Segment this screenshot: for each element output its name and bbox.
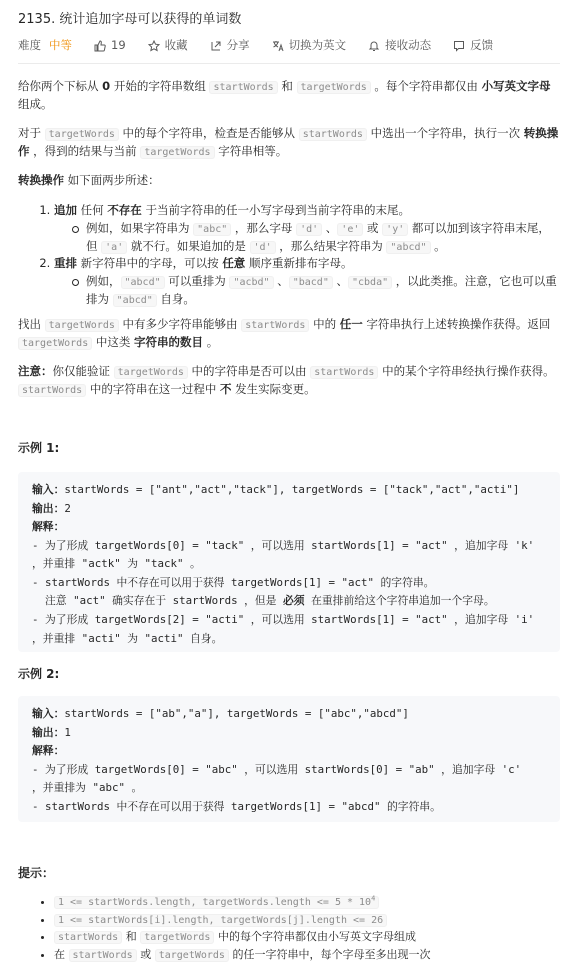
- description-note: [18, 363, 560, 399]
- example-2-title: 示例 2:: [18, 667, 60, 681]
- inline-code: targetWords: [45, 319, 119, 332]
- switch-language-label: 切换为英文: [288, 38, 347, 52]
- inline-code: targetWords: [45, 128, 119, 141]
- collect-label: 收藏: [164, 38, 188, 52]
- inline-code: [54, 896, 379, 909]
- feedback-button[interactable]: [453, 37, 493, 55]
- inline-code: "abcd": [113, 294, 157, 307]
- notify-label: 接收动态: [385, 38, 432, 52]
- text-bold: 转换操作: [18, 173, 64, 187]
- example-input: startWords = ["ant","act","tack"], targetWords = ["tack","act","acti"]: [64, 483, 520, 496]
- inline-code: targetWords: [140, 931, 214, 944]
- like-button[interactable]: [94, 37, 126, 55]
- explain-line: - 为了形成 targetWords[2] = "acti" ，可以选用 startWords[1] = "act" ，追加字母 'i': [32, 612, 535, 626]
- text: 。: [203, 334, 219, 349]
- example-input: startWords = ["ab","a"], targetWords = ["abc","abcd"]: [64, 707, 409, 720]
- text: 中选出一个字符串，执行一次: [366, 126, 524, 140]
- superscript: 4: [371, 894, 376, 903]
- explain-label: 解释：: [32, 744, 65, 758]
- explain-line: - 为了形成 targetWords[0] = "tack" ，可以选用 startWords[1] = "act" ，追加字母 'k': [32, 538, 535, 552]
- inline-code: "bacd": [289, 276, 333, 289]
- inline-code: startWords: [54, 931, 122, 944]
- inline-code: startWords: [241, 319, 309, 332]
- example-output: 2: [64, 501, 71, 515]
- text: 都可以加到该字符串末尾，但: [86, 220, 550, 253]
- share-button[interactable]: [210, 37, 250, 55]
- text: 中的每个字符串都仅由小写英文字母组成: [214, 930, 416, 943]
- text: 自身。: [156, 292, 195, 307]
- notify-button[interactable]: [368, 37, 431, 55]
- text: 中这类: [92, 334, 135, 349]
- text: 。: [430, 238, 446, 253]
- text: ，那么字母: [231, 220, 297, 235]
- thumbs-up-icon: [94, 40, 106, 52]
- description-paragraph-4: [18, 316, 560, 352]
- text-bold: 字符串的数目: [134, 334, 204, 349]
- text: 发生实际变更。: [231, 381, 316, 396]
- text: 组成。: [18, 96, 53, 111]
- text: 和: [122, 930, 141, 943]
- hints-title: 提示：: [18, 866, 55, 880]
- inline-code: 1 <= startWords[i].length, targetWords[j].length <= 26: [54, 914, 387, 927]
- inline-code: startWords: [209, 81, 277, 94]
- inline-code: 'y': [382, 223, 408, 236]
- text-bold: 任一: [339, 317, 363, 331]
- example-1-title: 示例 1:: [18, 441, 60, 455]
- inline-code: 'a': [101, 241, 127, 254]
- step-item: [54, 255, 560, 308]
- inline-code: "abcd": [121, 276, 165, 289]
- text: 1 <= startWords.length, targetWords.length <= 5 * 10: [58, 897, 372, 908]
- text: 例如，如果字符串为: [86, 220, 194, 235]
- switch-language-button[interactable]: [272, 37, 347, 55]
- text: 新字符串中的字母，可以按: [77, 256, 223, 271]
- description-paragraph-3: [18, 172, 560, 190]
- text: 、: [273, 274, 289, 289]
- text: 中的每个字符串，检查是否能够从: [118, 126, 299, 140]
- text: 中的字符串是否可以由: [187, 364, 311, 378]
- hint-item: [54, 946, 560, 964]
- inline-code: "acbd": [229, 276, 273, 289]
- inline-code: targetWords: [155, 949, 229, 962]
- text: 字符串执行上述转换操作获得。返回: [362, 317, 551, 331]
- inline-code: 'e': [337, 223, 363, 236]
- text-bold: 注意：: [18, 364, 53, 378]
- example-output: 1: [64, 725, 71, 739]
- text: 就不行。如果追加的是: [127, 238, 250, 253]
- text: 给你两个下标从: [18, 79, 103, 93]
- description-paragraph-2: [18, 125, 560, 161]
- explain-line: - startWords 中不存在可以用于获得 targetWords[1] = "act" 的字符串。: [32, 575, 435, 589]
- inline-code: startWords: [18, 384, 86, 397]
- text-bold: 任意: [222, 256, 246, 271]
- text: ，以此类推。注意，它也可以重排为: [86, 274, 557, 307]
- text: 任何: [77, 203, 108, 217]
- problem-title: 2135. 统计追加字母可以获得的单词数: [18, 12, 242, 27]
- step-example: [72, 273, 560, 309]
- text: 例如，: [86, 274, 121, 289]
- output-label: 输出：: [32, 725, 65, 739]
- explain-line: ，并重排 "actk" 为 "tack" 。: [32, 557, 201, 571]
- text: 中的: [309, 317, 340, 331]
- difficulty-badge: 中等: [49, 38, 72, 52]
- inline-code: startWords: [69, 949, 137, 962]
- star-icon: [148, 40, 160, 52]
- problem-toolbar: [18, 37, 515, 55]
- text: 于当前字符串的任一小写字母到当前字符串的末尾。: [141, 203, 410, 217]
- text: 你仅能验证: [52, 364, 114, 378]
- text-bold: 小写英文字母: [481, 79, 551, 93]
- text: 如下面两步所述：: [64, 173, 160, 187]
- inline-code: 'd': [296, 223, 322, 236]
- output-label: 输出：: [32, 501, 65, 515]
- hint-item: [54, 928, 560, 946]
- text: 顺序重新排布字母。: [245, 256, 353, 271]
- inline-code: 'd': [250, 241, 276, 254]
- inline-code: "abcd": [386, 241, 430, 254]
- input-label: 输入：: [32, 483, 65, 496]
- difficulty: [18, 37, 72, 55]
- inline-code: targetWords: [297, 81, 371, 94]
- explain-line: - startWords 中不存在可以用于获得 targetWords[1] = "abcd" 的字符串。: [32, 799, 441, 813]
- share-icon: [210, 40, 222, 52]
- share-label: 分享: [226, 38, 250, 52]
- text: ，那么结果字符串为: [275, 238, 387, 253]
- step-item: [54, 202, 560, 255]
- inline-code: "abc": [193, 223, 231, 236]
- text-bold: 不存在: [107, 203, 142, 217]
- inline-code: targetWords: [114, 366, 188, 379]
- bell-icon: [368, 40, 380, 52]
- text: 对于: [18, 126, 45, 140]
- text: 或: [136, 947, 155, 961]
- hint-item: [54, 911, 560, 929]
- text-bold: 0: [102, 79, 111, 93]
- text-bold: 不: [220, 381, 232, 396]
- text: 可以重排为: [164, 274, 230, 289]
- header-divider: [18, 63, 560, 64]
- inline-code: targetWords: [18, 337, 92, 350]
- example-1-box: [18, 472, 560, 652]
- explain-line: - 为了形成 targetWords[0] = "abc" ，可以选用 startWords[0] = "ab" ，追加字母 'c': [32, 762, 522, 776]
- text: 注意 "act" 确实存在于 startWords ，但是: [32, 594, 283, 608]
- text: 或: [363, 220, 383, 235]
- text-bold: 重排: [54, 256, 77, 271]
- input-label: 输入：: [32, 707, 65, 720]
- step-example: [72, 220, 560, 256]
- inline-code: startWords: [310, 366, 378, 379]
- operation-steps: [18, 202, 560, 309]
- hint-item: [54, 893, 560, 911]
- text: 、: [322, 220, 338, 235]
- text: 中的某个字符串经执行操作获得。: [378, 364, 555, 378]
- hints-list: [18, 893, 560, 963]
- description-paragraph-1: [18, 78, 560, 114]
- text: 开始的字符串数组: [110, 79, 210, 93]
- text: 中有多少字符串能够由: [118, 317, 242, 331]
- text: 、: [332, 274, 348, 289]
- translate-icon: [272, 40, 284, 52]
- text: 和: [277, 79, 297, 93]
- explain-line: [32, 592, 546, 611]
- like-count: 19: [111, 38, 126, 52]
- text-bold: 转换操作: [18, 126, 559, 158]
- explain-line: ，并重排 "acti" 为 "acti" 自身。: [32, 631, 223, 645]
- difficulty-label: 难度: [18, 38, 41, 52]
- inline-code: targetWords: [140, 146, 214, 159]
- text: 找出: [18, 317, 45, 331]
- text: 。每个字符串都仅由: [370, 79, 482, 93]
- inline-code: startWords: [299, 128, 367, 141]
- text: 在重排前给这个字符串追加一个字母。: [304, 594, 495, 608]
- text: 的任一字符串中，每个字母至多出现一次: [228, 947, 431, 961]
- collect-button[interactable]: [148, 37, 188, 55]
- feedback-label: 反馈: [470, 38, 494, 52]
- inline-code: "cbda": [348, 276, 392, 289]
- text: ，得到的结果与当前: [29, 143, 141, 158]
- text: 在: [54, 947, 69, 961]
- text: 中的字符串在这一过程中: [86, 381, 221, 396]
- text: 字符串相等。: [214, 143, 288, 158]
- example-2-box: [18, 696, 560, 822]
- explain-line: ，并重排为 "abc" 。: [32, 781, 143, 795]
- feedback-icon: [453, 40, 465, 52]
- text-bold: 必须: [282, 594, 305, 608]
- text-bold: 追加: [54, 203, 77, 217]
- explain-label: 解释：: [32, 520, 65, 534]
